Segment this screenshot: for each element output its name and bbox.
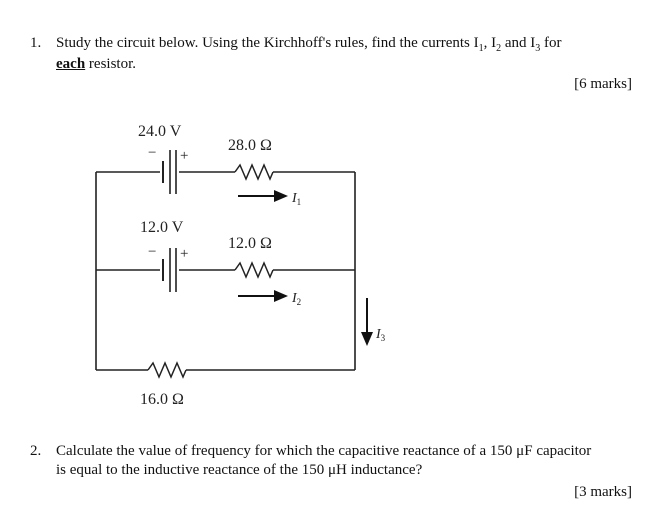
subscript-1: 1 <box>478 43 484 54</box>
current-1-label: $I_1$ <box>292 191 302 207</box>
battery-2-voltage-label: 12.0 V <box>140 219 184 236</box>
current-3-label: $I_3$ <box>376 327 386 343</box>
battery-2-plus-sign: + <box>180 246 189 262</box>
battery-2 <box>163 248 176 292</box>
resistor-3-label: 16.0 Ω <box>140 391 184 408</box>
question-1-text: Study the circuit below. Using the Kirchhoff's rules, find the currents I <box>56 35 479 51</box>
emphasis-each: each <box>56 56 86 72</box>
battery-2-minus-sign: − <box>148 244 157 260</box>
question-2-marks: [3 marks] <box>574 484 632 500</box>
question-1-line-2-rest: resistor. <box>85 56 137 72</box>
battery-1-minus-sign: − <box>148 145 157 161</box>
question-2-line-1: Calculate the value of frequency for which the capacitive reactance of a 150 μF capacitor <box>56 443 592 459</box>
current-1-arrow <box>238 190 288 202</box>
battery-1-voltage-label: 24.0 V <box>138 123 182 140</box>
resistor-2 <box>235 263 273 277</box>
battery-1-plus-sign: + <box>180 148 189 164</box>
resistor-2-label: 12.0 Ω <box>228 235 272 252</box>
current-2-arrow <box>238 290 288 302</box>
question-1-text-comma: , I <box>483 35 497 51</box>
question-2-line-2: is equal to the inductive reactance of the 150 μH inductance? <box>56 462 423 478</box>
battery-1 <box>163 150 176 194</box>
question-1-number: 1. <box>30 35 42 51</box>
question-1-text-after: for <box>540 35 562 51</box>
resistor-3 <box>148 363 186 377</box>
question-2-number: 2. <box>30 443 42 459</box>
subscript-3: 3 <box>535 43 541 54</box>
resistor-1-label: 28.0 Ω <box>228 137 272 154</box>
question-1-text-and: and I <box>501 35 536 51</box>
subscript-2: 2 <box>496 43 502 54</box>
question-1-marks: [6 marks] <box>574 76 632 92</box>
current-2-label: $I_2$ <box>292 291 302 307</box>
current-3-arrow <box>361 298 373 346</box>
resistor-1 <box>235 165 273 179</box>
